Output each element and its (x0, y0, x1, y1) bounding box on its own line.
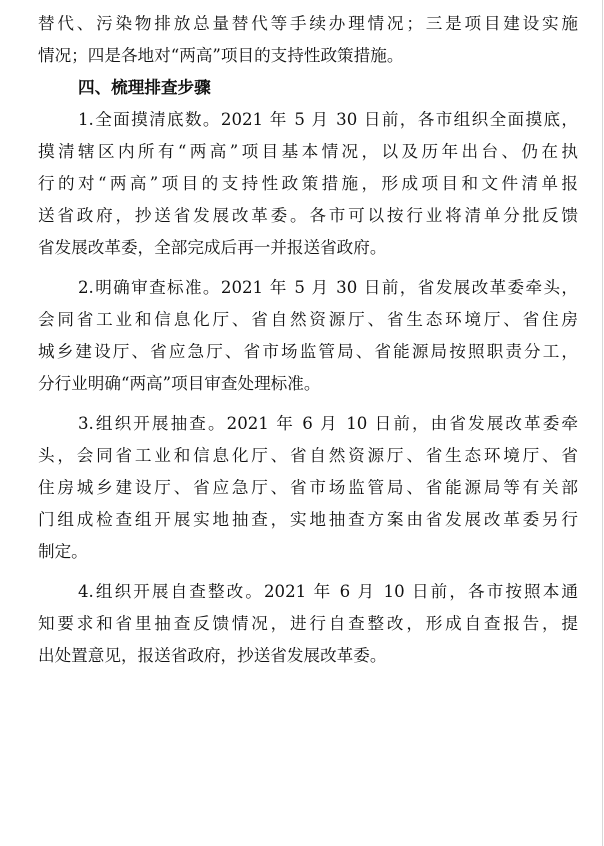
text-line: 会同省工业和信息化厅、省自然资源厅、省生态环境厅、省住房 (38, 310, 578, 329)
text-line: 头，会同省工业和信息化厅、省自然资源厅、省生态环境厅、省 (38, 446, 578, 465)
text-line: 城乡建设厅、省应急厅、省市场监管局、省能源局按照职责分工， (38, 342, 578, 361)
text-line: 分行业明确“两高”项目审查处理标准。 (38, 374, 321, 393)
text-line: 制定。 (38, 542, 88, 561)
text-line: 住房城乡建设厅、省应急厅、省市场监管局、省能源局等有关部 (38, 478, 578, 497)
section-heading (38, 72, 578, 104)
text-line: 省发展改革委，全部完成后再一并报送省政府。 (38, 238, 387, 257)
text-line: 情况；四是各地对“两高”项目的支持性政策措施。 (38, 46, 404, 65)
text-line: 4.组织开展自查整改。2021 年 6 月 10 日前，各市按照本通 (78, 582, 578, 601)
text-line: 替代、污染物排放总量替代等手续办理情况；三是项目建设实施 (38, 14, 578, 33)
text-line: 2.明确审查标准。2021 年 5 月 30 日前，省发展改革委牵头， (78, 278, 578, 297)
text-line: 1.全面摸清底数。2021 年 5 月 30 日前，各市组织全面摸底， (78, 110, 578, 129)
page-edge-rule (602, 0, 603, 846)
heading-text: 四、梳理排查步骤 (78, 78, 211, 97)
document-body (38, 8, 578, 672)
paragraph-step-4 (38, 576, 578, 672)
paragraph-policy-measures (38, 8, 578, 72)
paragraph-step-1 (38, 104, 578, 264)
text-line: 门组成检查组开展实地抽查，实地抽查方案由省发展改革委另行 (38, 510, 578, 529)
text-line: 送省政府，抄送省发展改革委。各市可以按行业将清单分批反馈 (38, 206, 578, 225)
text-line: 行的对“两高”项目的支持性政策措施，形成项目和文件清单报 (38, 174, 578, 193)
text-line: 3.组织开展抽查。2021 年 6 月 10 日前，由省发展改革委牵 (78, 414, 578, 433)
text-line: 摸清辖区内所有“两高”项目基本情况，以及历年出台、仍在执 (38, 142, 578, 161)
text-line: 知要求和省里抽查反馈情况，进行自查整改，形成自查报告，提 (38, 614, 578, 633)
text-line: 出处置意见，报送省政府，抄送省发展改革委。 (38, 646, 387, 665)
paragraph-step-2 (38, 272, 578, 400)
paragraph-step-3 (38, 408, 578, 568)
